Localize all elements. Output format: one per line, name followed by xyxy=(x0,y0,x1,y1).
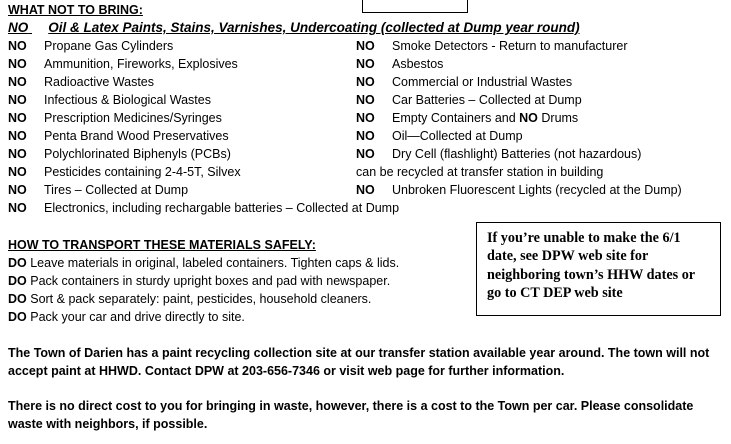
list-item: NO Infectious & Biological Wastes xyxy=(8,93,211,107)
list-item: NO Prescription Medicines/Syringes xyxy=(8,111,222,125)
paint-recycling-paragraph: The Town of Darien has a paint recycling collection site at our transfer station available year around. The town will not accept paint at HHWD. Contact DPW at 203-656-7346 or visit web page for further information. xyxy=(8,346,710,378)
heading-how-to-transport: HOW TO TRANSPORT THESE MATERIALS SAFELY: xyxy=(8,238,316,252)
oil-text: Oil & Latex Paints, Stains, Varnishes, Undercoating (collected at Dump year round) xyxy=(48,20,580,35)
list-item: DO Pack your car and drive directly to site. xyxy=(8,310,245,324)
list-item: NO Asbestos xyxy=(356,57,444,71)
list-item: NO Electronics, including rechargable batteries – Collected at Dump xyxy=(8,201,400,215)
list-item: NO Car Batteries – Collected at Dump xyxy=(356,93,582,107)
list-item: NO Smoke Detectors - Return to manufacturer xyxy=(356,39,628,53)
list-item: NO Penta Brand Wood Preservatives xyxy=(8,129,229,143)
top-box-fragment xyxy=(362,0,468,13)
oil-paints-line xyxy=(8,19,580,37)
list-item: NO Empty Containers and NO Drums xyxy=(356,111,579,125)
list-item: NO Pesticides containing 2-4-5T, Silvex xyxy=(8,165,241,179)
list-item: NO Polychlorinated Biphenyls (PCBs) xyxy=(8,147,231,161)
list-item: NO Ammunition, Fireworks, Explosives xyxy=(8,57,238,71)
oil-no: NO xyxy=(8,20,29,35)
list-item: NO Unbroken Fluorescent Lights (recycled at the Dump) xyxy=(356,183,682,197)
list-item: NO Commercial or Industrial Wastes xyxy=(356,75,573,89)
cost-paragraph: There is no direct cost to you for bringing in waste, however, there is a cost to the Town per car. Please consolidate waste with neighbors, if possible. xyxy=(8,399,694,431)
list-item: DO Leave materials in original, labeled containers. Tighten caps & lids. xyxy=(8,256,400,270)
list-item: NO Radioactive Wastes xyxy=(8,75,154,89)
heading-what-not-to-bring: WHAT NOT TO BRING: xyxy=(8,3,143,17)
list-item: NO Dry Cell (flashlight) Batteries (not hazardous) xyxy=(356,147,642,161)
list-item: DO Sort & pack separately: paint, pesticides, household cleaners. xyxy=(8,292,372,306)
list-item: NO Propane Gas Cylinders xyxy=(8,39,174,53)
list-item: NO Oil—Collected at Dump xyxy=(356,129,523,143)
list-item-continuation: can be recycled at transfer station in building xyxy=(356,165,604,179)
hhw-dates-callout: If you’re unable to make the 6/1 date, see DPW web site for neighboring town’s HHW dates or go to CT DEP web site xyxy=(476,222,721,316)
list-item: DO Pack containers in sturdy upright boxes and pad with newspaper. xyxy=(8,274,391,288)
list-item: NO Tires – Collected at Dump xyxy=(8,183,189,197)
